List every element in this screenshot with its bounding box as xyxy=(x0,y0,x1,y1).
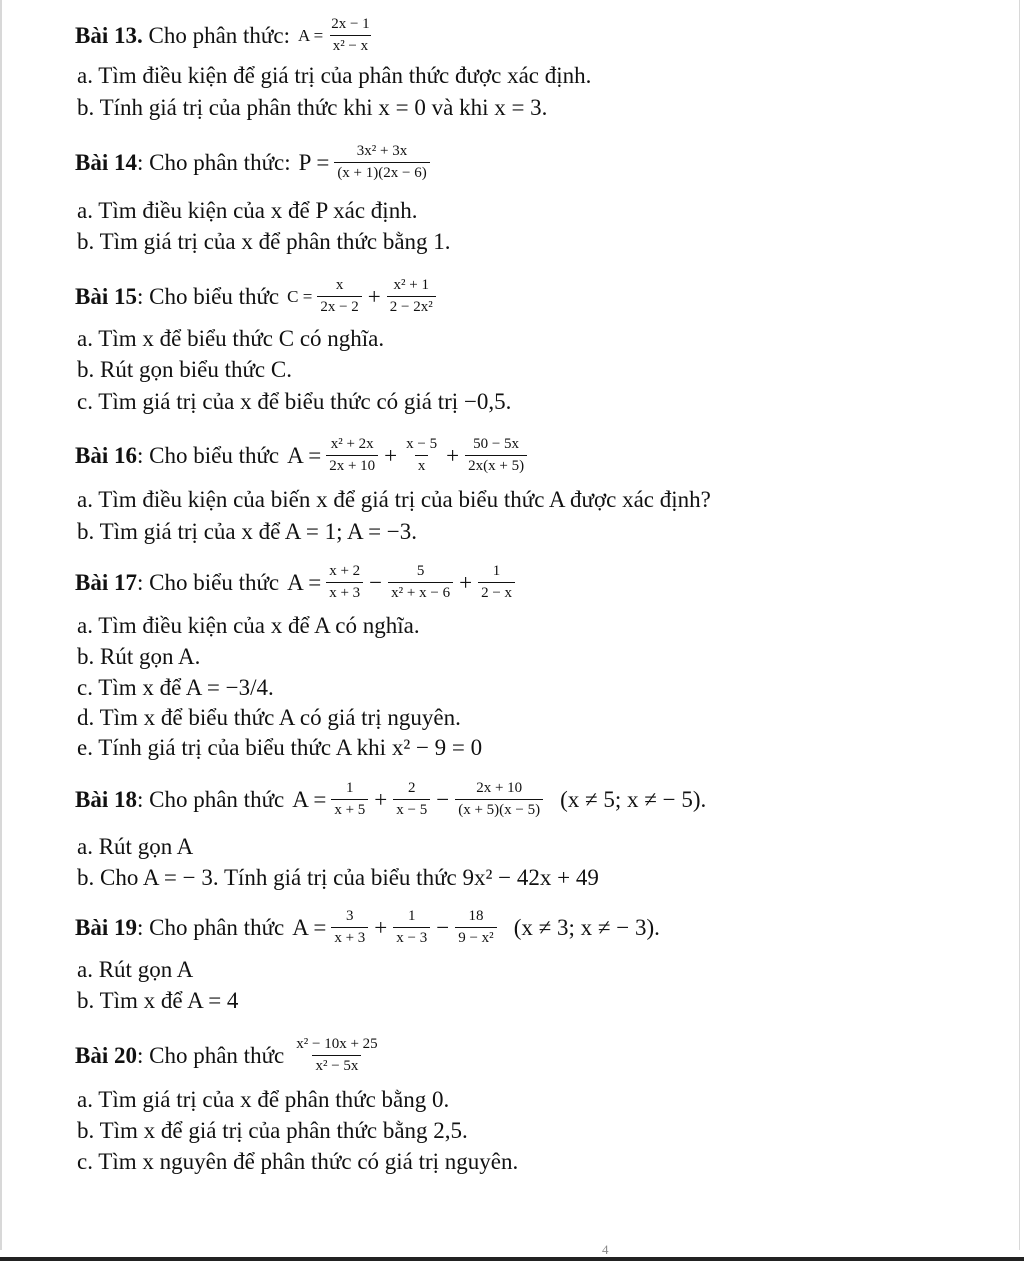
problem-19-header xyxy=(75,908,662,947)
fraction: $\frac{\text{x² − 10x + 25}}{\text{x² − 5x}}$ xyxy=(296,1036,378,1074)
problem-17-formula xyxy=(285,563,518,602)
problem-18-item-a: a. Rút gọn A xyxy=(77,834,194,859)
problem-20-item-c: c. Tìm x nguyên để phân thức có giá trị nguyên. xyxy=(77,1149,519,1174)
problem-intro: : Cho phân thức xyxy=(136,786,285,812)
problem-15-header xyxy=(75,277,439,316)
operator: − xyxy=(436,914,450,940)
problem-16-item-a: a. Tìm điều kiện của biến x để giá trị của biểu thức A được xác định? xyxy=(77,487,711,512)
problem-label: Bài 15 xyxy=(75,283,137,309)
fraction: $\frac{\text{x² + 2x}}{2x + 10}$ xyxy=(326,436,378,475)
fraction: $\frac{1}{x - 3}$ xyxy=(393,908,430,947)
problem-label: Bài 20 xyxy=(75,1042,137,1068)
operator: + xyxy=(459,569,473,595)
operator: + xyxy=(367,283,381,309)
fraction: $\frac{2x + 10}{(x + 5)(x - 5)}$ xyxy=(455,780,543,819)
problem-label: Bài 16 xyxy=(75,442,137,468)
problem-16-header xyxy=(75,436,530,475)
problem-18-formula xyxy=(290,780,708,819)
problem-13-item-b: b. Tính giá trị của phân thức khi x = 0 và khi x = 3. xyxy=(77,95,548,120)
fraction: $\frac{\text{3x² + 3x}}{(x + 1)(2x - 6)}$ xyxy=(334,143,429,182)
formula-variable: A = xyxy=(298,25,324,45)
problem-intro: : Cho phân thức: xyxy=(136,149,291,175)
problem-intro: : Cho biểu thức xyxy=(136,442,280,468)
fraction: $\frac{1}{x + 5}$ xyxy=(331,780,368,819)
fraction: $\frac{50 - 5x}{2x(x + 5)}$ xyxy=(465,436,527,475)
problem-intro: : Cho biểu thức xyxy=(136,283,280,309)
problem-16-item-b: b. Tìm giá trị của x để A = 1; A = −3. xyxy=(77,519,418,544)
fraction: $\frac{3}{x + 3}$ xyxy=(331,908,368,947)
fraction: $\frac{1}{2 - x}$ xyxy=(478,563,515,602)
problem-20-item-a: a. Tìm giá trị của x để phân thức bằng 0. xyxy=(77,1087,450,1112)
problem-19-item-a: a. Rút gọn A xyxy=(77,957,194,982)
problem-17-item-c: c. Tìm x để A = −3/4. xyxy=(77,675,274,700)
problem-14-header xyxy=(75,143,433,182)
problem-18-item-b: b. Cho A = − 3. Tính giá trị của biểu thức 9x² − 42x + 49 xyxy=(77,865,599,890)
operator: + xyxy=(374,786,388,812)
problem-17-item-b: b. Rút gọn A. xyxy=(77,644,201,669)
problem-15-item-b: b. Rút gọn biểu thức C. xyxy=(77,357,292,382)
fraction: $\frac{x - 5}{x}$ xyxy=(406,436,438,474)
fraction: $\frac{\text{x² + 1}}{\text{2 − 2x²}}$ xyxy=(387,277,436,316)
problem-intro: : Cho phân thức xyxy=(136,1042,285,1068)
problem-15-formula xyxy=(285,277,439,316)
formula-variable: A = xyxy=(292,786,327,812)
formula-variable: C = xyxy=(287,286,313,306)
fraction: $\frac{18}{\text{9 − x²}}$ xyxy=(455,908,496,947)
formula-variable: A = xyxy=(292,914,327,940)
problem-label: Bài 13. xyxy=(75,22,143,48)
problem-20-formula xyxy=(290,1036,383,1075)
operator: + xyxy=(446,442,460,468)
problem-intro: Cho phân thức: xyxy=(148,22,290,48)
formula-variable: A = xyxy=(287,442,322,468)
problem-17-item-a: a. Tìm điều kiện của x để A có nghĩa. xyxy=(77,613,420,638)
page-left-edge xyxy=(0,0,2,1250)
problem-20-item-b: b. Tìm x để giá trị của phân thức bằng 2,5. xyxy=(77,1118,468,1143)
domain-condition: (x ≠ 3; x ≠ − 3). xyxy=(513,914,660,940)
operator: + xyxy=(374,914,388,940)
problem-label: Bài 19 xyxy=(75,914,137,940)
problem-16-formula xyxy=(285,436,530,475)
operator: − xyxy=(436,786,450,812)
problem-17-item-e: e. Tính giá trị của biểu thức A khi x² − 9 = 0 xyxy=(77,735,483,760)
page-bottom-border xyxy=(0,1257,1024,1261)
fraction: $\frac{5}{\text{x² + x − 6}}$ xyxy=(388,563,453,602)
problem-intro: : Cho biểu thức xyxy=(136,569,280,595)
fraction: $\frac{2x - 1}{\text{x² − x}}$ xyxy=(331,16,370,54)
problem-label: Bài 18 xyxy=(75,786,137,812)
problem-label: Bài 17 xyxy=(75,569,137,595)
problem-20-header xyxy=(75,1036,384,1075)
problem-14-formula xyxy=(297,143,433,182)
problem-17-header xyxy=(75,563,518,602)
page-number: 4 xyxy=(602,1242,609,1257)
problem-17-item-d: d. Tìm x để biểu thức A có giá trị nguyên. xyxy=(77,705,461,730)
formula-variable: A = xyxy=(287,569,322,595)
formula-variable: P = xyxy=(298,149,330,175)
problem-19-formula xyxy=(290,908,662,947)
problem-15-item-a: a. Tìm x để biểu thức C có nghĩa. xyxy=(77,326,385,351)
problem-intro: : Cho phân thức xyxy=(136,914,285,940)
problem-14-item-b: b. Tìm giá trị của x để phân thức bằng 1. xyxy=(77,229,451,254)
operator: − xyxy=(369,569,383,595)
fraction: $\frac{x}{2x - 2}$ xyxy=(317,277,361,316)
problem-15-item-c: c. Tìm giá trị của x để biểu thức có giá trị −0,5. xyxy=(77,389,512,414)
problem-13-item-a: a. Tìm điều kiện để giá trị của phân thức được xác định. xyxy=(77,63,592,88)
problem-label: Bài 14 xyxy=(75,149,137,175)
problem-13-formula xyxy=(296,16,376,55)
operator: + xyxy=(384,442,398,468)
problem-14-item-a: a. Tìm điều kiện của x để P xác định. xyxy=(77,198,418,223)
problem-19-item-b: b. Tìm x để A = 4 xyxy=(77,988,239,1013)
problem-13-header xyxy=(75,16,376,55)
domain-condition: (x ≠ 5; x ≠ − 5). xyxy=(560,786,707,812)
fraction: $\frac{x + 2}{x + 3}$ xyxy=(326,563,363,602)
problem-18-header xyxy=(75,780,708,819)
fraction: $\frac{2}{x - 5}$ xyxy=(393,780,430,819)
page-right-edge xyxy=(1019,0,1020,1250)
